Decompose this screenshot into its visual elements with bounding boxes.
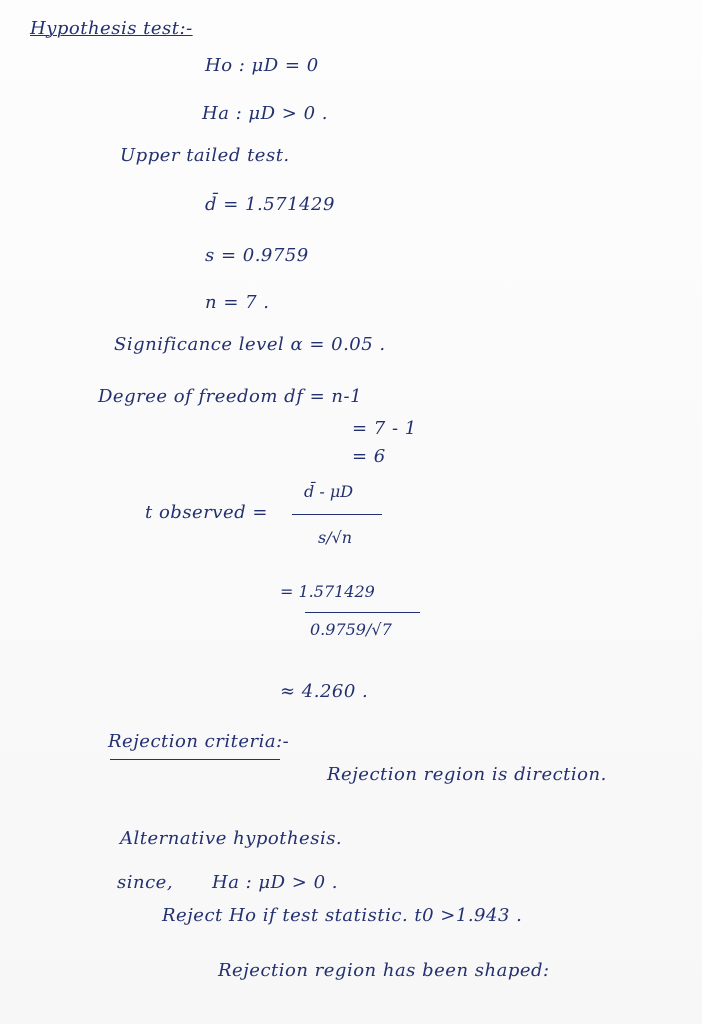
degrees-of-freedom-line1: Degree of freedom df = n-1 [98, 386, 363, 407]
t-observed-value-fraction-bar [305, 612, 420, 613]
sample-size: n = 7 . [205, 292, 270, 313]
t-observed-numerator: d̄ - μD [304, 482, 354, 501]
degrees-of-freedom-line3: = 6 [352, 446, 386, 467]
degrees-of-freedom-line2: = 7 - 1 [352, 418, 417, 439]
rejection-region-shaped: Rejection region has been shaped: [218, 960, 550, 981]
since-label: since, [117, 872, 174, 893]
rejection-criteria-heading: Rejection criteria:- [108, 731, 290, 752]
rejection-direction-note: Rejection region is direction. [327, 764, 607, 785]
sample-standard-deviation: s = 0.9759 [205, 245, 309, 266]
t-observed-value-numerator: = 1.571429 [280, 582, 375, 601]
sample-mean-difference: d̄ = 1.571429 [205, 194, 335, 215]
alternative-hypothesis-top: Ha : μD > 0 . [202, 103, 328, 124]
t-observed-label: t observed = [145, 502, 268, 523]
t-observed-denominator: s/√n [318, 528, 353, 547]
hypothesis-test-title: Hypothesis test:- [30, 18, 193, 39]
rejection-criteria-underline [110, 759, 280, 760]
alternative-hypothesis-bottom: Ha : μD > 0 . [212, 872, 338, 893]
reject-rule: Reject Ho if test statistic. t0 >1.943 . [162, 905, 523, 926]
t-observed-fraction-bar [292, 514, 382, 515]
t-observed-result: ≈ 4.260 . [280, 681, 369, 702]
alternative-hypothesis-heading: Alternative hypothesis. [120, 828, 343, 849]
t-observed-value-denominator: 0.9759/√7 [310, 620, 392, 639]
null-hypothesis: Ho : μD = 0 [205, 55, 319, 76]
test-type: Upper tailed test. [120, 145, 290, 166]
significance-level: Significance level α = 0.05 . [114, 334, 386, 355]
